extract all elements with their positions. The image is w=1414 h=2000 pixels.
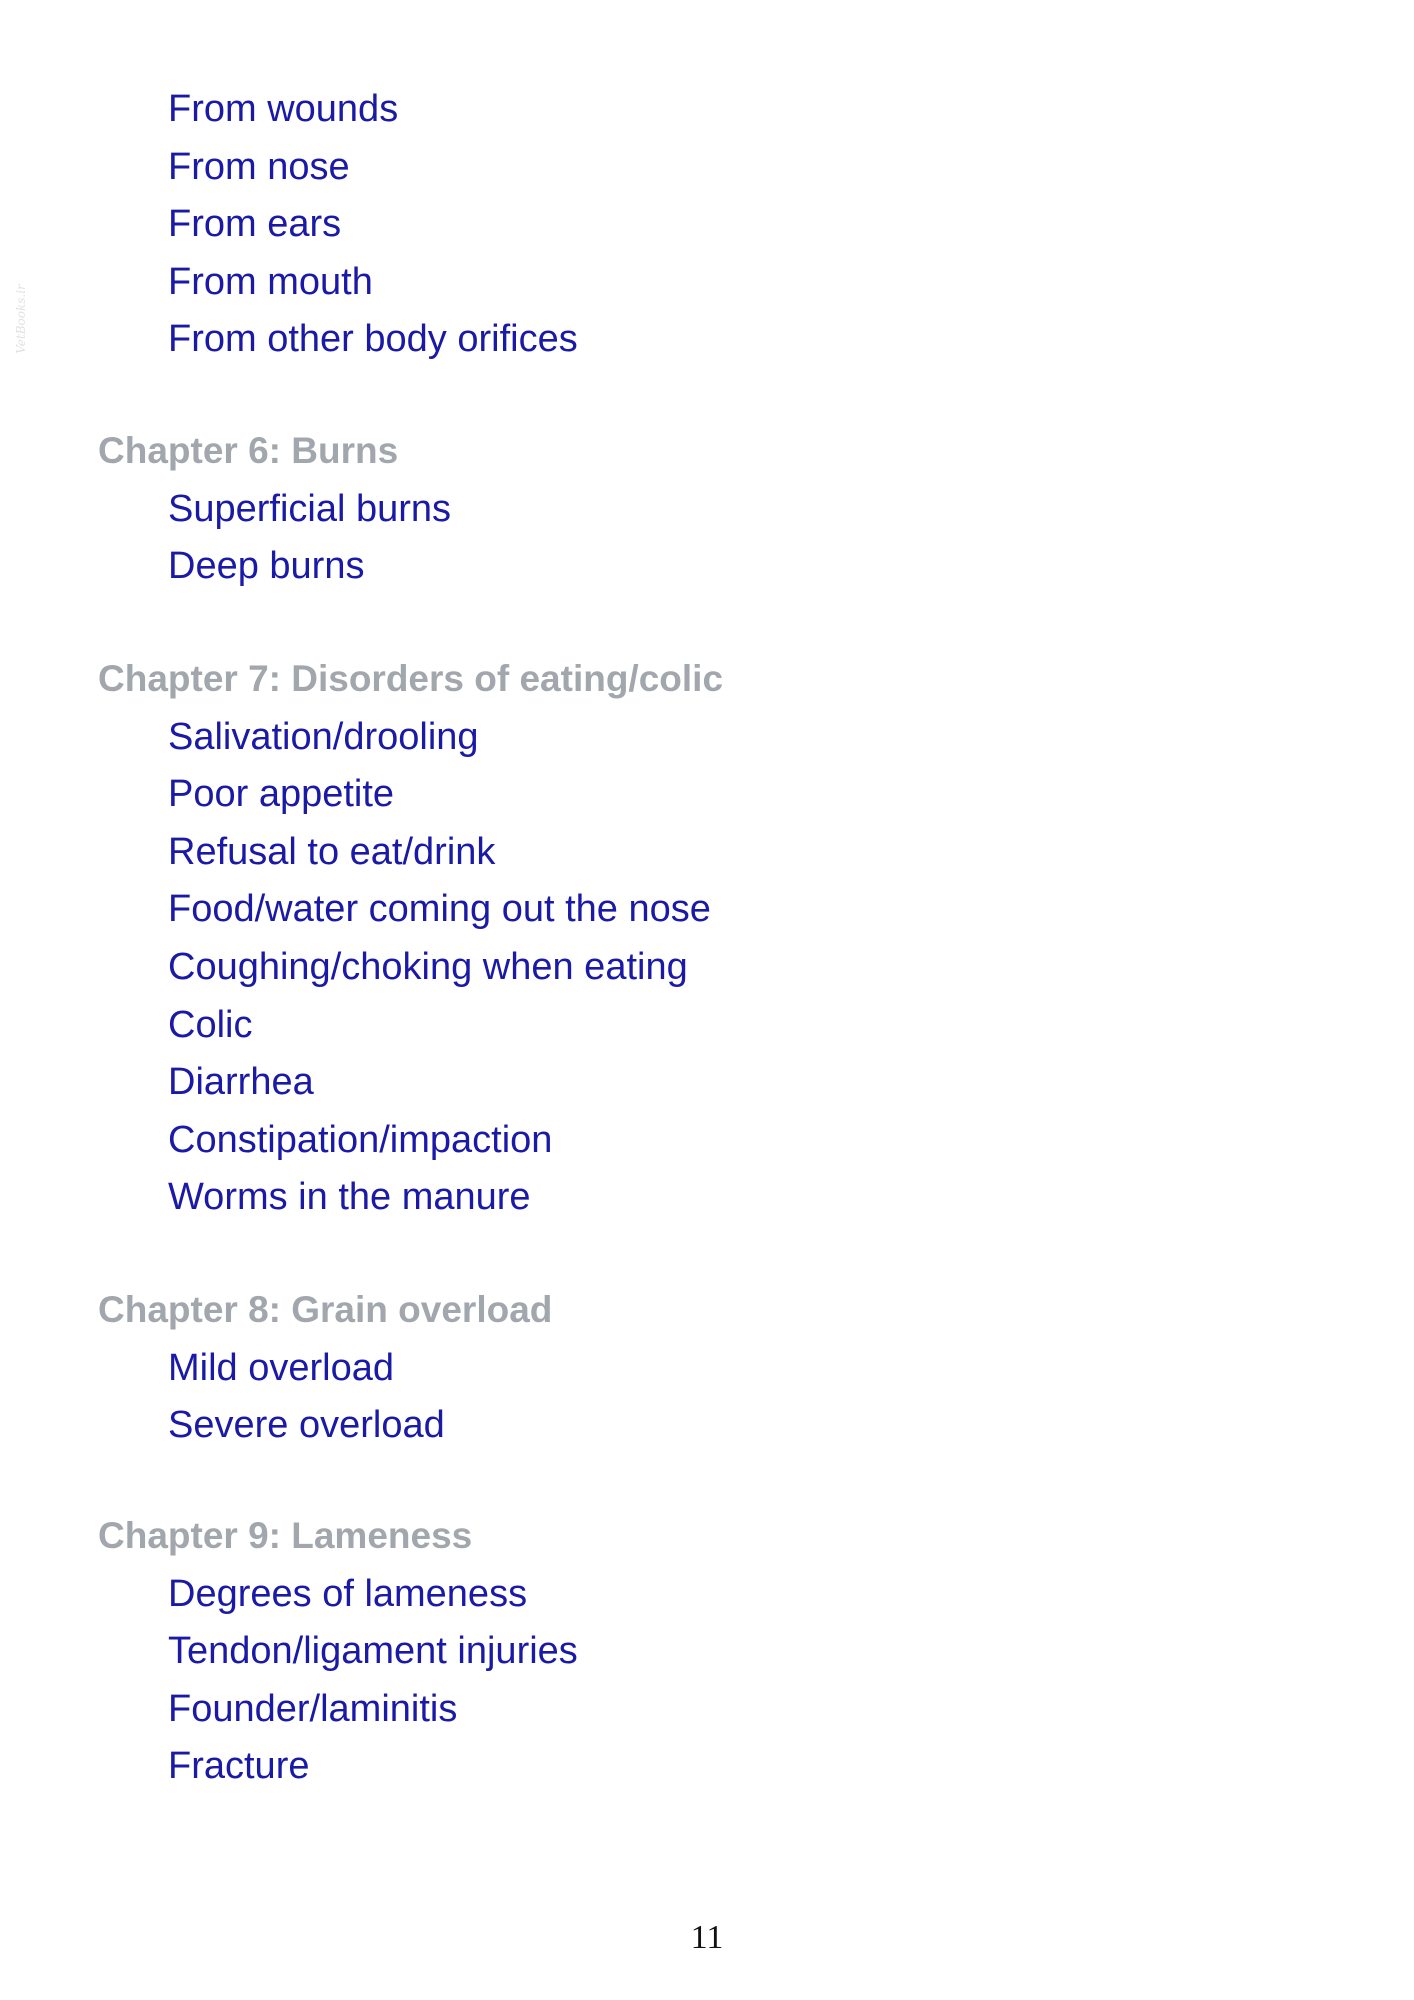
toc-entry-link[interactable]: Salivation/drooling xyxy=(168,716,479,758)
toc-entry-link[interactable]: From wounds xyxy=(168,88,399,130)
toc-entry-link[interactable]: Superficial burns xyxy=(168,488,452,530)
toc-entry-link[interactable]: Refusal to eat/drink xyxy=(168,831,496,873)
toc-entry-link[interactable]: Colic xyxy=(168,1004,253,1046)
toc-entry-link[interactable]: Fracture xyxy=(168,1745,310,1787)
toc-entry-link[interactable]: Severe overload xyxy=(168,1404,445,1446)
toc-entry-link[interactable]: Food/water coming out the nose xyxy=(168,888,711,930)
toc-entry-link[interactable]: From nose xyxy=(168,146,350,188)
toc-entry-link[interactable]: Founder/laminitis xyxy=(168,1688,458,1730)
toc-entry-link[interactable]: From other body orifices xyxy=(168,318,578,360)
toc-entry-link[interactable]: Degrees of lameness xyxy=(168,1573,528,1615)
toc-entry-link[interactable]: Mild overload xyxy=(168,1347,394,1389)
toc-entry-link[interactable]: From ears xyxy=(168,203,342,245)
chapter-heading: Chapter 8: Grain overload xyxy=(98,1289,553,1330)
page-number: 11 xyxy=(690,1919,724,1956)
toc-entry-link[interactable]: Worms in the manure xyxy=(168,1176,531,1218)
chapter-heading: Chapter 7: Disorders of eating/colic xyxy=(98,658,724,699)
toc-entry-link[interactable]: Deep burns xyxy=(168,545,365,587)
chapter-heading: Chapter 6: Burns xyxy=(98,430,399,471)
toc-entry-link[interactable]: Constipation/impaction xyxy=(168,1119,553,1161)
toc-entry-link[interactable]: Coughing/choking when eating xyxy=(168,946,688,988)
toc-entry-link[interactable]: Poor appetite xyxy=(168,773,395,815)
toc-entry-link[interactable]: Diarrhea xyxy=(168,1061,314,1103)
toc-entry-link[interactable]: From mouth xyxy=(168,261,373,303)
chapter-heading: Chapter 9: Lameness xyxy=(98,1515,473,1556)
watermark: VetBooks.ir xyxy=(13,284,28,354)
toc-entry-link[interactable]: Tendon/ligament injuries xyxy=(168,1630,578,1672)
